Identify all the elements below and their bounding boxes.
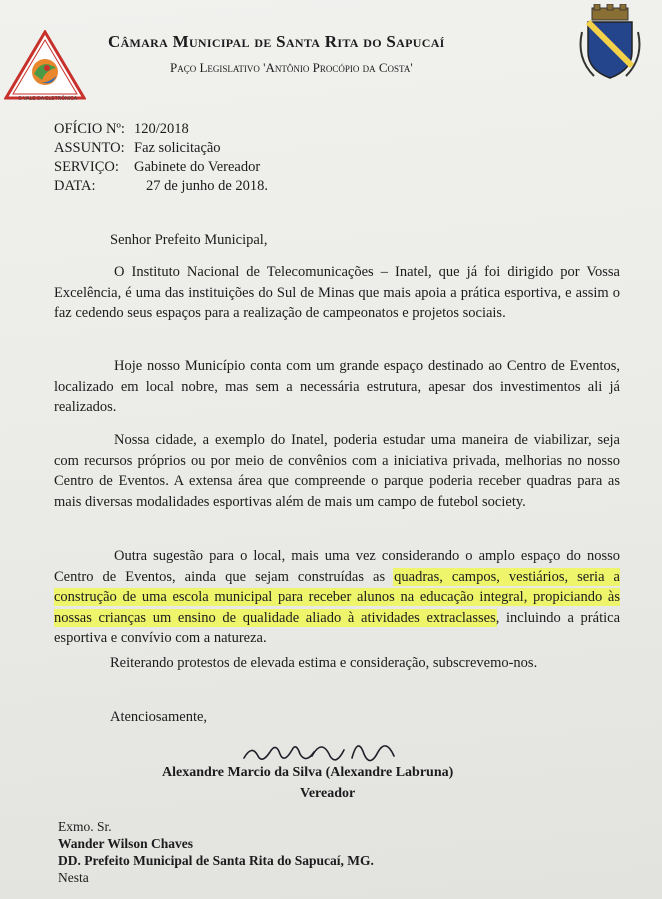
highlighted-text: quadras, campos, vestiários, seria a construção de uma escola municipal para receber alunos na educação integral, propiciando às nossas crianças um ensino de qualidade aliado à atividades extraclasses	[54, 568, 620, 626]
logo-caption: O VALE DA ELETRÔNICA	[18, 96, 78, 102]
meta-label: DATA:	[54, 178, 96, 194]
meta-label: OFÍCIO Nº:	[54, 121, 125, 137]
addressee-location: Nesta	[58, 870, 89, 885]
meta-label: SERVIÇO:	[54, 159, 119, 175]
paragraph-text: Hoje nosso Município conta com um grande espaço destinado ao Centro de Eventos, localizado em local nobre, mas sem a necessária estrutura, apesar dos investimentos ali já realizados.	[54, 358, 620, 415]
signatory-name: Alexandre Marcio da Silva (Alexandre Labruna)	[162, 765, 454, 780]
city-logo	[4, 30, 86, 104]
paragraph-text: Outra sugestão para o local, mais uma vez considerando o amplo espaço do nosso Centro de Eventos, ainda que sejam construídas as	[54, 548, 620, 585]
addressee-position: DD. Prefeito Municipal de Santa Rita do Sapucaí, MG.	[58, 853, 374, 868]
institution-title: Câmara Municipal de Santa Rita do Sapucaí	[108, 32, 445, 51]
meta-value: Gabinete do Vereador	[134, 159, 261, 175]
letter-metadata	[54, 120, 268, 196]
addressee-block	[58, 818, 374, 886]
regards-line: Atenciosamente,	[110, 709, 208, 725]
paragraph-text: O Instituto Nacional de Telecomunicações – Inatel, que já foi dirigido por Vossa Excelência, é uma das instituições do Sul de Minas que mais apoia a prática esportiva, e assim o faz cedendo seus espaços para a realização de campeonatos e projetos sociais.	[54, 264, 620, 321]
paragraph-3	[54, 430, 620, 512]
institution-subtitle: Paço Legislativo 'Antônio Procópio da Costa'	[170, 60, 413, 75]
coat-of-arms-icon	[574, 4, 646, 84]
meta-service	[54, 158, 268, 177]
meta-label: ASSUNTO:	[54, 140, 125, 156]
paragraph-4	[54, 546, 620, 649]
signatory-role: Vereador	[300, 786, 356, 801]
meta-subject	[54, 139, 268, 158]
paragraph-text: , incluindo a prática esportiva e convívio com a natureza.	[54, 609, 621, 646]
paragraph-text: Nossa cidade, a exemplo do Inatel, poderia estudar uma maneira de viabilizar, seja com recursos próprios ou por meio de convênios com a iniciativa privada, melhorias no nosso Centro de Eventos. A extensa área que compreende o parque poderia receber quadras para as mais diversas modalidades esportivas além de mais um campo de futebol society.	[54, 432, 620, 510]
meta-value: 27 de junho de 2018.	[146, 178, 269, 194]
paragraph-2	[54, 356, 620, 418]
meta-value: Faz solicitação	[134, 140, 221, 156]
addressee-title: Exmo. Sr.	[58, 819, 112, 834]
meta-value: 120/2018	[134, 121, 189, 137]
meta-date	[54, 177, 268, 196]
salutation: Senhor Prefeito Municipal,	[110, 232, 268, 248]
addressee-name: Wander Wilson Chaves	[58, 836, 194, 851]
handwritten-signature	[240, 732, 410, 768]
paragraph-1	[54, 262, 620, 324]
meta-office-number	[54, 120, 268, 139]
closing-line: Reiterando protestos de elevada estima e consideração, subscrevemo-nos.	[110, 655, 538, 671]
